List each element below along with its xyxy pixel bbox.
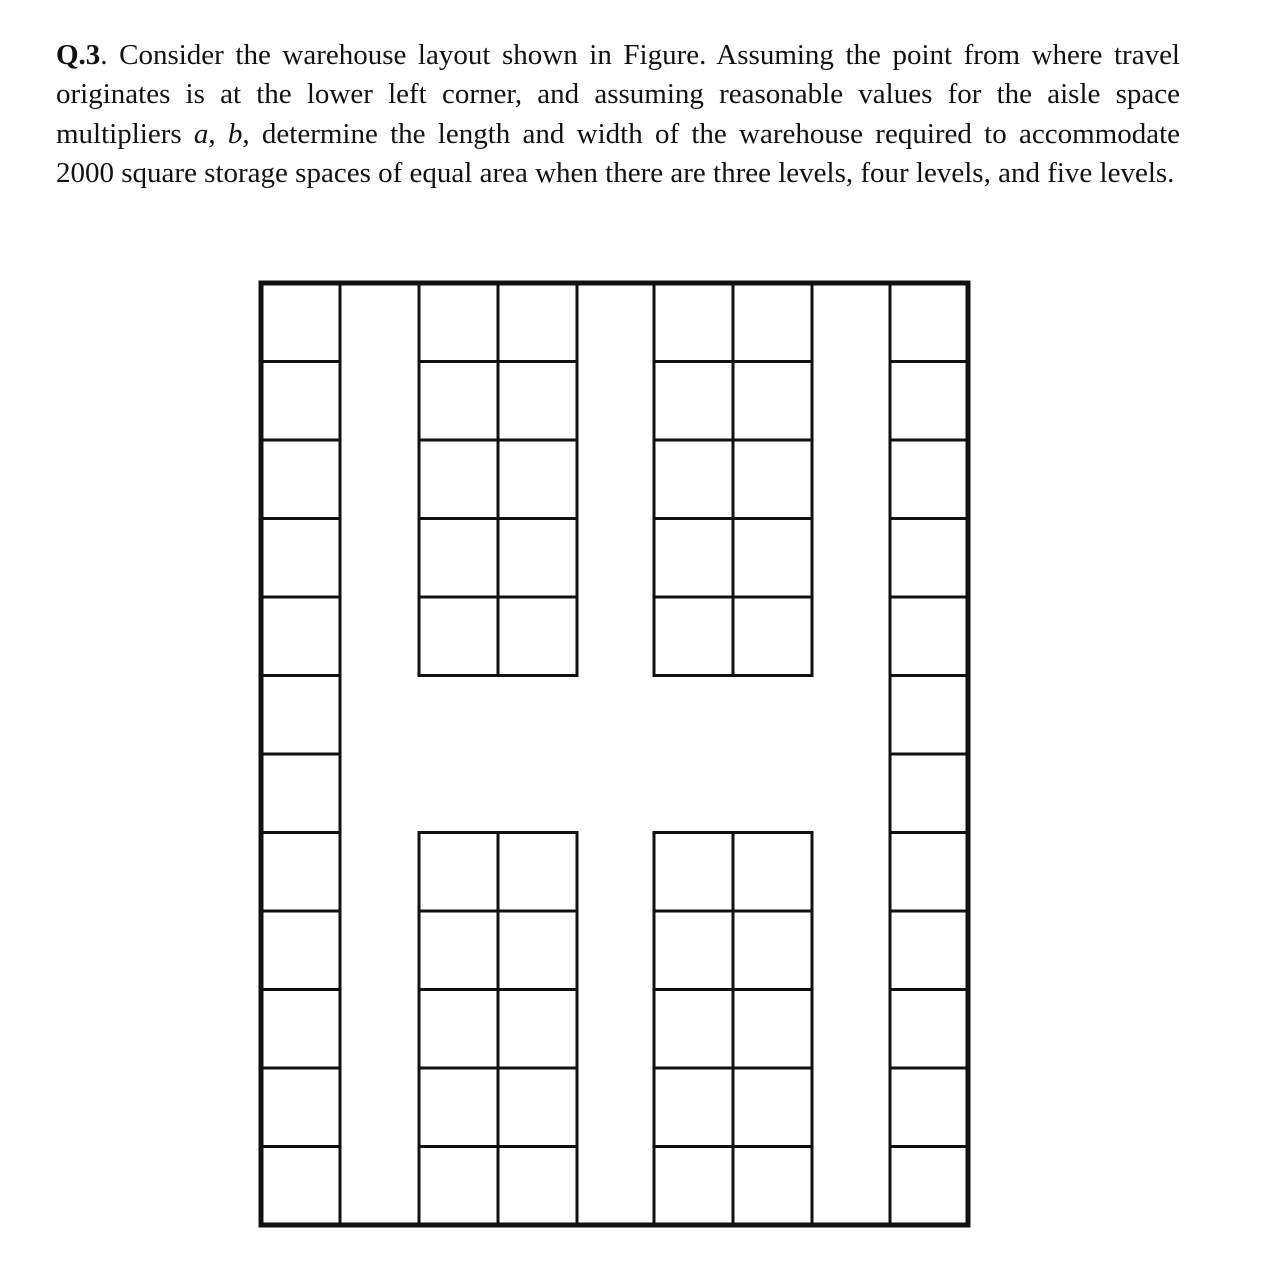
- storage-cell-left: [261, 283, 340, 362]
- storage-cell-upper-block: [498, 597, 577, 676]
- storage-cell-left: [261, 990, 340, 1069]
- question-number: Q.3: [56, 39, 101, 71]
- storage-cell-right: [890, 833, 968, 912]
- storage-cell-upper-block: [498, 283, 577, 362]
- storage-cell-lower-block: [498, 1147, 577, 1226]
- storage-cell-lower-block: [733, 833, 812, 912]
- storage-cell-lower-block: [419, 990, 498, 1069]
- storage-cell-upper-block: [419, 283, 498, 362]
- storage-cell-upper-block: [733, 283, 812, 362]
- storage-cell-upper-block: [654, 519, 733, 598]
- storage-cell-right: [890, 283, 968, 362]
- storage-cell-right: [890, 990, 968, 1069]
- storage-cell-lower-block: [654, 833, 733, 912]
- storage-cell-left: [261, 911, 340, 990]
- warehouse-outer-wall: [261, 283, 968, 1225]
- question-body-1: . Consider the warehouse layout shown in Figure. Assuming the point from where travel originates is at the lower left corner, and assuming reasonable values for the aisle space multipliers: [56, 39, 1180, 150]
- storage-cell-upper-block: [498, 362, 577, 441]
- storage-cell-upper-block: [654, 440, 733, 519]
- storage-cell-lower-block: [498, 1068, 577, 1147]
- storage-cell-lower-block: [733, 1068, 812, 1147]
- question-body-2: , determine the length and width of the warehouse required to accommodate 2000 square storage spaces of equal area when there are three levels, four levels, and five levels.: [56, 117, 1180, 189]
- storage-cell-lower-block: [498, 911, 577, 990]
- storage-cell-lower-block: [654, 1147, 733, 1226]
- storage-cell-upper-block: [654, 283, 733, 362]
- storage-cell-upper-block: [733, 362, 812, 441]
- storage-cell-upper-block: [654, 362, 733, 441]
- storage-cell-lower-block: [419, 833, 498, 912]
- storage-cell-left: [261, 676, 340, 755]
- storage-cell-upper-block: [498, 519, 577, 598]
- storage-cell-right: [890, 440, 968, 519]
- storage-cells: [261, 283, 968, 1225]
- storage-cell-left: [261, 597, 340, 676]
- storage-cell-left: [261, 519, 340, 598]
- variable-b: b: [227, 117, 243, 150]
- storage-cell-right: [890, 911, 968, 990]
- storage-cell-right: [890, 754, 968, 833]
- storage-cell-lower-block: [654, 911, 733, 990]
- storage-cell-upper-block: [498, 440, 577, 519]
- storage-cell-upper-block: [654, 597, 733, 676]
- storage-cell-right: [890, 362, 968, 441]
- storage-cell-lower-block: [654, 990, 733, 1069]
- storage-cell-upper-block: [419, 440, 498, 519]
- storage-cell-upper-block: [733, 597, 812, 676]
- storage-cell-right: [890, 676, 968, 755]
- storage-cell-right: [890, 519, 968, 598]
- storage-cell-right: [890, 1147, 968, 1226]
- storage-cell-lower-block: [498, 833, 577, 912]
- variable-a: a: [193, 117, 209, 150]
- storage-cell-lower-block: [498, 990, 577, 1069]
- storage-cell-lower-block: [733, 1147, 812, 1226]
- storage-cell-left: [261, 1068, 340, 1147]
- separator: ,: [208, 117, 228, 150]
- storage-cell-left: [261, 754, 340, 833]
- storage-cell-lower-block: [419, 911, 498, 990]
- storage-cell-lower-block: [654, 1068, 733, 1147]
- storage-cell-right: [890, 597, 968, 676]
- storage-cell-upper-block: [733, 519, 812, 598]
- storage-cell-left: [261, 833, 340, 912]
- storage-cell-lower-block: [419, 1147, 498, 1226]
- storage-cell-left: [261, 1147, 340, 1226]
- storage-cell-upper-block: [419, 519, 498, 598]
- storage-cell-upper-block: [419, 597, 498, 676]
- storage-cell-left: [261, 440, 340, 519]
- storage-cell-lower-block: [733, 911, 812, 990]
- storage-cell-upper-block: [419, 362, 498, 441]
- storage-cell-upper-block: [733, 440, 812, 519]
- storage-cell-right: [890, 1068, 968, 1147]
- storage-cell-lower-block: [733, 990, 812, 1069]
- storage-cell-left: [261, 362, 340, 441]
- storage-cell-lower-block: [419, 1068, 498, 1147]
